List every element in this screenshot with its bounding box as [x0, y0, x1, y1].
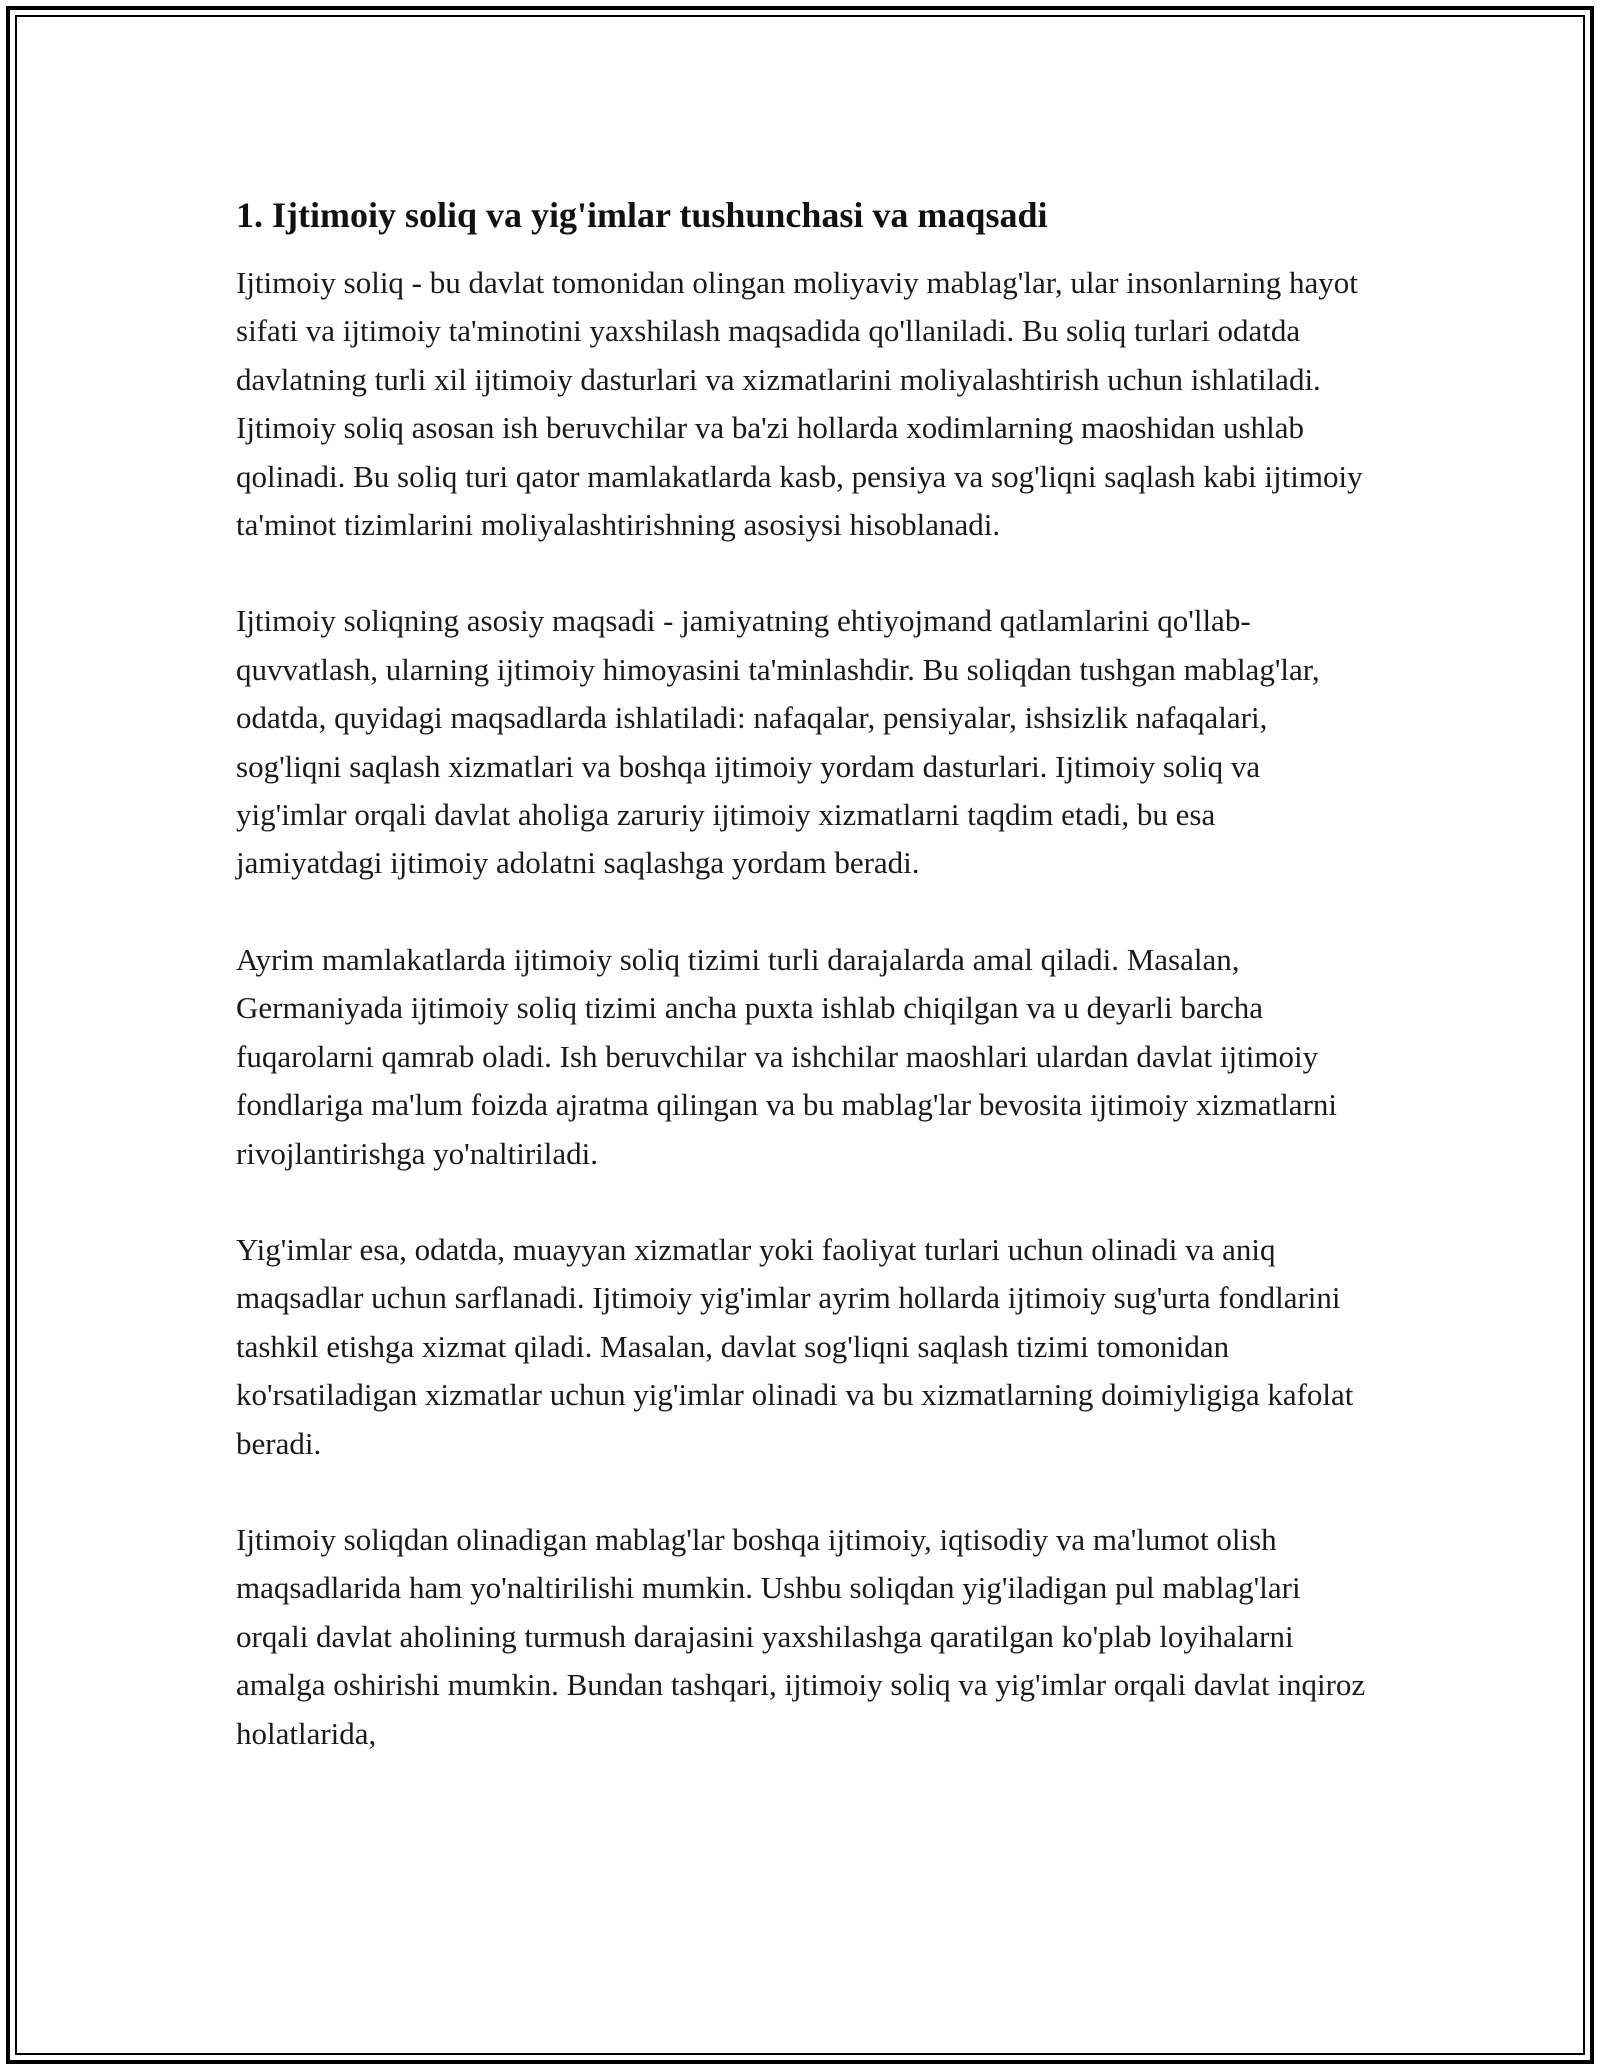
paragraph-3: Ayrim mamlakatlarda ijtimoiy soliq tizimi turli darajalarda amal qiladi. Masalan, Germaniyada ijtimoiy soliq tizimi ancha puxta ishlab chiqilgan va u deyarli barcha fuqarolarni qamrab oladi. Ish beruvchilar va ishchilar maoshlari ulardan davlat ijtimoiy fondlariga ma'lum foizda ajratma qilingan va bu mablag'lar bevosita ijtimoiy xizmatlarni rivojlantirishga yo'naltiriladi. [236, 941, 1337, 1171]
paragraph-2: Ijtimoiy soliqning asosiy maqsadi - jamiyatning ehtiyojmand qatlamlarini qo'llab-quvvatlash, ularning ijtimoiy himoyasini ta'minlashdir. Bu soliqdan tushgan mablag'lar, odatda, quyidagi maqsadlarda ishlatiladi: nafaqalar, pensiyalar, ishsizlik nafaqalari, sog'liqni saqlash xizmatlari va boshqa ijtimoiy yordam dasturlari. Ijtimoiy soliq va yig'imlar orqali davlat aholiga zaruriy ijtimoiy xizmatlarni taqdim etadi, bu esa jamiyatdagi ijtimoiy adolatni saqlashga yordam beradi. [236, 603, 1320, 881]
section-heading: 1. Ijtimoiy soliq va yig'imlar tushunchasi va maqsadi [236, 195, 1048, 235]
paragraph-1: Ijtimoiy soliq - bu davlat tomonidan olingan moliyaviy mablag'lar, ular insonlarning hayot sifati va ijtimoiy ta'minotini yaxshilash maqsadida qo'llaniladi. Bu soliq turlari odatda davlatning turli xil ijtimoiy dasturlari va xizmatlarini moliyalashtirish uchun ishlatiladi. Ijtimoiy soliq asosan ish beruvchilar va ba'zi hollarda xodimlarning maoshidan ushlab qolinadi. Bu soliq turi qator mamlakatlarda kasb, pensiya va sog'liqni saqlash kabi ijtimoiy ta'minot tizimlarini moliyalashtirishning asosiysi hisoblanadi. [236, 265, 1363, 543]
paragraph-4: Yig'imlar esa, odatda, muayyan xizmatlar yoki faoliyat turlari uchun olinadi va aniq maqsadlar uchun sarflanadi. Ijtimoiy yig'imlar ayrim hollarda ijtimoiy sug'urta fondlarini tashkil etishga xizmat qiladi. Masalan, davlat sog'liqni saqlash tizimi tomonidan ko'rsatiladigan xizmatlar uchun yig'imlar olinadi va bu xizmatlarning doimiyligiga kafolat beradi. [236, 1231, 1354, 1461]
paragraph-5: Ijtimoiy soliqdan olinadigan mablag'lar boshqa ijtimoiy, iqtisodiy va ma'lumot olish maqsadlarida ham yo'naltirilishi mumkin. Ushbu soliqdan yig'iladigan pul mablag'lari orqali davlat aholining turmush darajasini yaxshilashga qaratilgan ko'plab loyihalarni amalga oshirishi mumkin. Bundan tashqari, ijtimoiy soliq va yig'imlar orqali davlat inqiroz holatlarida, [236, 1521, 1366, 1751]
document-body [236, 185, 1366, 1758]
